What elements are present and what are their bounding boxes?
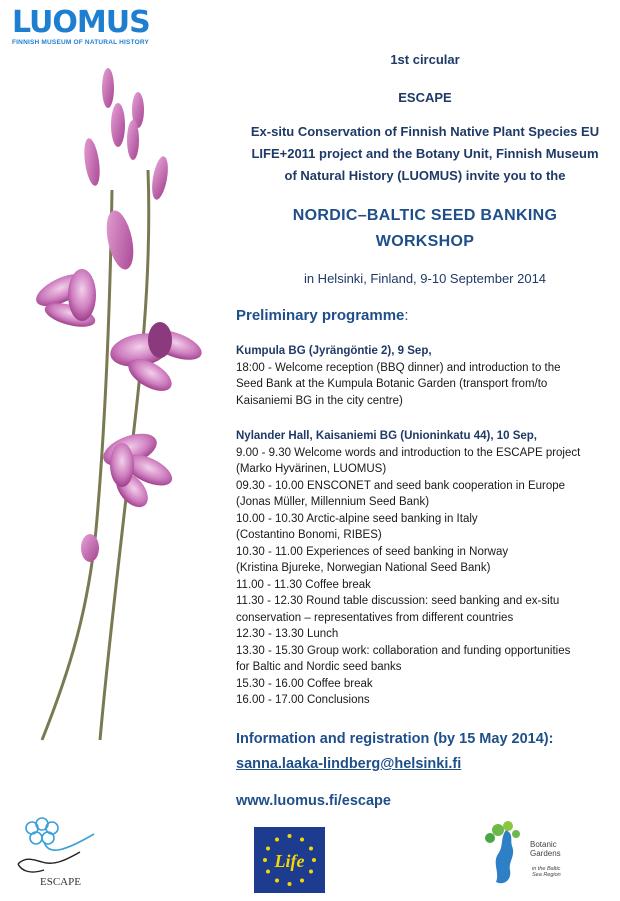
baltic-sea-icon (478, 820, 538, 892)
orchid-bud (149, 155, 170, 201)
escape-logo (14, 812, 104, 892)
orchid-flower (108, 322, 206, 397)
programme-line: 18:00 - Welcome reception (BBQ dinner) and introduction to the (236, 361, 561, 374)
orchid-flower (99, 427, 177, 513)
botanic-gardens-label (530, 840, 561, 858)
eu-stars-icon (254, 827, 325, 893)
botanic-label-line: Gardens (530, 849, 561, 858)
orchid-flower (32, 267, 98, 331)
orchid-bud (81, 534, 99, 562)
orchid-bud (102, 208, 138, 272)
logo-wordmark: LUOMUS (12, 5, 150, 40)
botanic-gardens-sublabel (532, 866, 561, 878)
workshop-title-line: NORDIC–BALTIC SEED BANKING (292, 207, 558, 224)
orchid-bud (102, 68, 114, 108)
registration-info: Information and registration (by 15 May 2014): (236, 731, 554, 747)
workshop-title-line: WORKSHOP (375, 233, 475, 250)
programme-heading (236, 307, 409, 324)
programme-line: (Jonas Müller, Millennium Seed Bank) (236, 496, 430, 508)
escape-hand-flower-icon (14, 812, 104, 878)
programme-line: 09.30 - 10.00 ENSCONET and seed bank cooperation in Europe (236, 479, 566, 492)
life-label: Life (274, 851, 305, 871)
programme-line: Kaisaniemi BG in the city centre) (236, 394, 403, 407)
programme-line: for Baltic and Nordic seed banks (236, 661, 402, 673)
day2-heading: Nylander Hall, Kaisaniemi BG (Unioninkatu 44), 10 Sep, (236, 430, 537, 442)
programme-day2 (236, 428, 616, 709)
programme-title-suffix: : (404, 307, 409, 324)
botanic-sub-line: Sea Region (532, 872, 561, 878)
escape-title: ESCAPE (398, 90, 452, 105)
programme-day1 (236, 343, 616, 409)
programme-line: 10.30 - 11.00 Experiences of seed banking in Norway (236, 545, 509, 558)
orchid-illustration (0, 50, 230, 750)
invite-line: of Natural History (LUOMUS) invite you to the (284, 168, 566, 183)
invite-line: Ex-situ Conservation of Finnish Native Plant Species EU (250, 124, 600, 139)
programme-line: (Kristina Bjureke, Norwegian National Seed Bank) (236, 562, 491, 574)
orchid-bud (111, 103, 125, 147)
day1-heading: Kumpula BG (Jyrängöntie 2), 9 Sep, (236, 345, 432, 357)
programme-title: Preliminary programme (236, 307, 405, 324)
programme-line: (Marko Hyvärinen, LUOMUS) (236, 463, 387, 475)
programme-line: 10.00 - 10.30 Arctic-alpine seed banking in Italy (236, 512, 478, 525)
website-link[interactable]: www.luomus.fi/escape (236, 793, 391, 809)
programme-line: 16.00 - 17.00 Conclusions (236, 694, 370, 706)
programme-line: 13.30 - 15.30 Group work: collaboration and funding opportunities (236, 644, 571, 657)
botanic-label-line: Botanic (530, 840, 557, 849)
invite-line: LIFE+2011 project and the Botany Unit, Finnish Museum (251, 146, 599, 161)
programme-line: 12.30 - 13.30 Lunch (236, 628, 339, 640)
programme-line: 11.00 - 11.30 Coffee break (236, 578, 371, 591)
programme-line: Seed Bank at the Kumpula Botanic Garden (transport from/to (236, 378, 548, 390)
programme-line: conservation – representatives from different countries (236, 611, 514, 624)
escape-logo-label: ESCAPE (40, 876, 81, 888)
logo-subtitle: FINNISH MUSEUM OF NATURAL HISTORY (12, 39, 150, 46)
orchid-bud (82, 137, 103, 186)
location-text: in Helsinki, Finland, 9-10 September 2014 (303, 271, 547, 286)
workshop-title (236, 203, 614, 255)
botanic-gardens-logo (478, 820, 588, 892)
programme-line: 11.30 - 12.30 Round table discussion: seed banking and ex-situ (236, 595, 560, 607)
programme-line: 9.00 - 9.30 Welcome words and introduction to the ESCAPE project (236, 446, 581, 459)
botanic-sub-line: in the Baltic (532, 866, 561, 872)
invite-text (236, 121, 614, 187)
circular-label: 1st circular (390, 52, 460, 67)
contact-email-link[interactable]: sanna.laaka-lindberg@helsinki.fi (236, 756, 462, 772)
orchid-bud (127, 120, 139, 160)
luomus-logo (12, 5, 150, 46)
programme-line: 15.30 - 16.00 Coffee break (236, 677, 373, 690)
programme-line: (Costantino Bonomi, RIBES) (236, 529, 382, 541)
eu-life-logo (254, 827, 325, 893)
